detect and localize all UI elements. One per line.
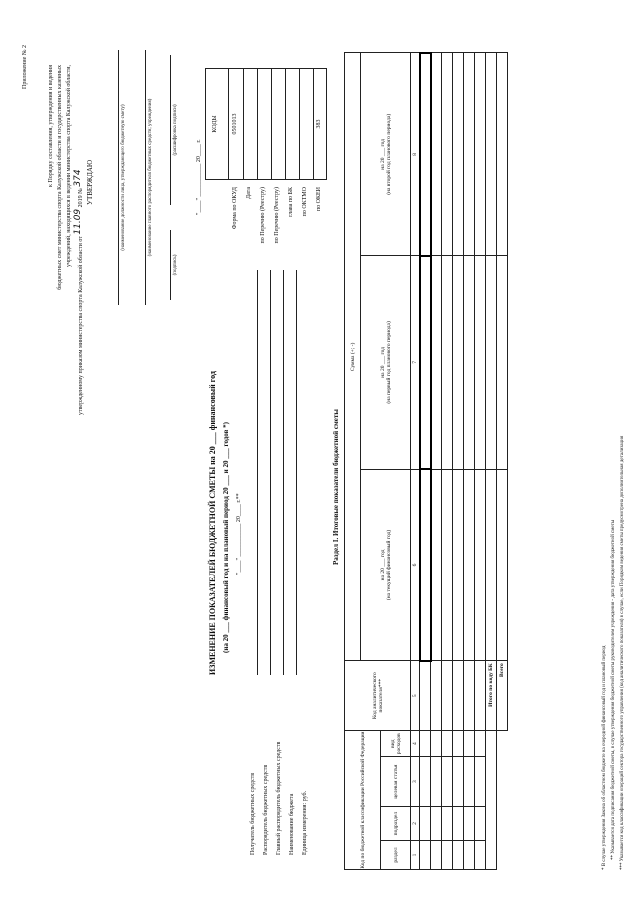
- code-label-register-2: по Перечню (Реестру): [274, 187, 280, 244]
- header-line-4: утвержденному приказом министерства спорта Калужской области от 11.09 2019 № 374: [73, 169, 84, 415]
- footnote-2: ** Указывается дата подписания бюджетной сметы, в случае утверждения бюджетной сметы руководителем учреждения - дата утверждения бюджетной сметы: [611, 519, 616, 860]
- col-num: 4: [411, 731, 420, 757]
- section-title: Раздел I. Итоговые показатели бюджетной сметы: [332, 409, 340, 565]
- table-row: [442, 53, 453, 870]
- caption-signature: (подпись): [173, 254, 178, 276]
- caption-manager: (наименование главного распорядителя бюджетных средств; учреждения): [148, 98, 153, 257]
- header-line-3: учреждений, находящихся в ведении министерства спорта Калужской области,: [66, 65, 72, 267]
- label-main-distributor: Главный распорядитель бюджетных средств: [276, 741, 282, 855]
- codes-header: КОДЫ: [212, 115, 218, 133]
- label-distributor: Распорядитель бюджетных средств: [263, 764, 269, 855]
- col-num: 3: [411, 757, 420, 807]
- table-row: [420, 53, 431, 870]
- col-year-1: на 20 ___ год (на текущий финансовый год): [361, 469, 411, 661]
- header-line-1: к Порядку составления, утверждения и ведения: [48, 65, 54, 187]
- total-all-label: Всего: [497, 661, 508, 731]
- label-recipient: Получатель бюджетных средств: [250, 772, 256, 855]
- table-row: [475, 53, 486, 870]
- approve-date: "____" ___________ 20____ г.: [196, 139, 202, 215]
- code-value-okud: 0501013: [232, 113, 238, 135]
- col-num: 6: [411, 469, 420, 661]
- col-num: 1: [411, 841, 420, 870]
- budget-table: [344, 52, 508, 870]
- code-value-okei: 383: [316, 119, 322, 129]
- codes-box: [205, 68, 327, 180]
- caption-official: (наименование должности лица, утверждающего бюджетную смету): [121, 104, 126, 251]
- code-label-okud: Форма по ОКУД: [232, 187, 238, 230]
- col-year-2: на 20 ___ год (на первый год планового периода): [361, 256, 411, 470]
- total-bk-label: Итого по коду БК: [486, 661, 497, 731]
- col-group-bk: Код по бюджетной классификации Российской Федерации: [345, 731, 381, 870]
- header-line-2: бюджетных смет министерства спорта Калужской области и государственных казенных: [57, 65, 63, 290]
- approve-label: УТВЕРЖДАЮ: [86, 159, 94, 205]
- table-row: [431, 53, 442, 870]
- col-podrazdel: подраздел: [381, 807, 411, 841]
- caption-decoding: (расшифровка подписи): [173, 104, 178, 156]
- col-celevaya: целевая статья: [381, 757, 411, 807]
- label-unit: Единица измерения: руб.: [302, 790, 308, 855]
- footnote-3: *** Указывается код классификации операций сектора государственного управления (код аналитического показателя) в случае, если Порядком ведения сметы предусмотрена дополнительная детализация: [620, 435, 625, 870]
- col-num: 5: [411, 661, 420, 731]
- col-razdel: раздел: [381, 841, 411, 870]
- form-title: ИЗМЕНЕНИЕ ПОКАЗАТЕЛЕЙ БЮДЖЕТНОЙ СМЕТЫ на 20 ___ финансовый год: [208, 371, 217, 675]
- code-label-date: Дата: [246, 187, 252, 199]
- col-num: 8: [411, 53, 420, 256]
- label-budget-name: Наименование бюджета: [289, 793, 295, 855]
- col-year-3: на 20 ___ год (на второй год планового периода): [361, 53, 411, 256]
- code-label-oktmo: по ОКТМО: [302, 187, 308, 217]
- code-label-register-1: по Перечню (Реестру): [260, 187, 266, 244]
- code-label-chapter-bk: глава по БК: [288, 187, 294, 217]
- col-num: 7: [411, 256, 420, 470]
- footnote-1: * В случае утверждения Закона об областном бюджете на очередной финансовый год и плановый период: [602, 645, 607, 870]
- table-row: [464, 53, 475, 870]
- col-vid: вид расходов: [381, 731, 411, 757]
- code-label-okei: по ОКЕИ: [316, 187, 322, 212]
- col-num: 2: [411, 807, 420, 841]
- form-date: "____" ___________ 20____ г.**: [236, 493, 242, 575]
- form-subtitle: (на 20 ___ финансовый год и на плановый период 20 ___ и 20 ___ годов *): [222, 422, 230, 653]
- col-sum: Сумма (+; -): [345, 53, 361, 661]
- appendix-number: Приложение № 2: [22, 45, 28, 89]
- total-all-row: [497, 53, 508, 870]
- total-bk-row: [486, 53, 497, 870]
- col-analytic: Код аналитического показателя***: [345, 661, 411, 731]
- table-row: [453, 53, 464, 870]
